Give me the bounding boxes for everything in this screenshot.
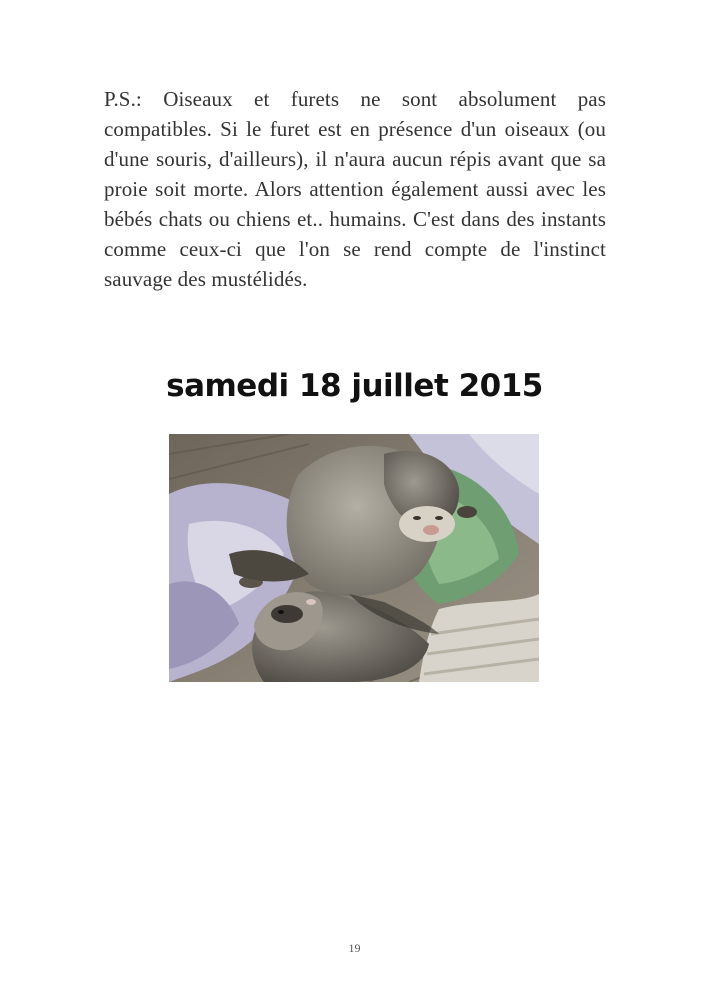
post-date-heading: samedi 18 juillet 2015 [166,368,543,404]
body-paragraph: P.S.: Oiseaux et furets ne sont absolument pas compatibles. Si le furet est en présence d'un oiseaux (ou d'une souris, d'ailleurs), il n'aura aucun répis avant que sa proie soit morte. Alors attention également aussi avec les bébés chats ou chiens et.. humains. C'est dans des instants comme ceux-ci que l'on se rend compte de l'instinct sauvage des mustélidés. [104,87,606,291]
page-number: 19 [348,941,361,955]
ferrets-photo [169,434,539,682]
